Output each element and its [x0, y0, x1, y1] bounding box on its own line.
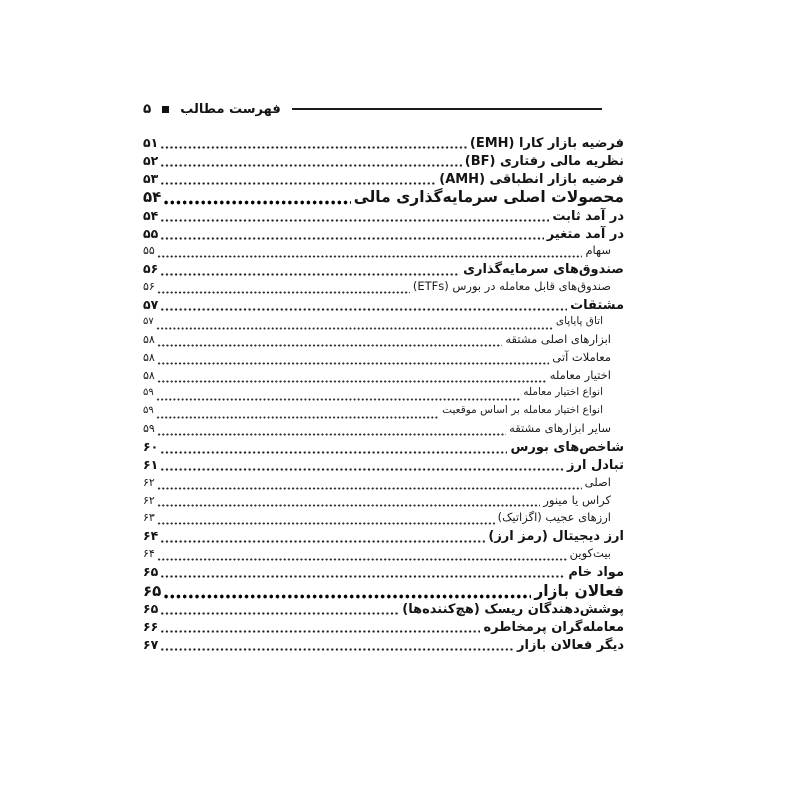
- toc-entry: [143, 439, 624, 457]
- toc-entry-title: نظریه مالی رفتاری (BF): [464, 153, 624, 169]
- header-rule: [292, 108, 602, 110]
- toc-entry-title: انواع اختیار معامله: [523, 385, 603, 398]
- toc-entry-page-number: ۵۶: [143, 280, 155, 294]
- dot-leader: [157, 291, 410, 294]
- toc-list: [143, 135, 624, 655]
- toc-entry: [143, 457, 624, 475]
- dot-leader: [160, 219, 549, 222]
- dot-leader: [160, 164, 462, 167]
- toc-entry-title: تبادل ارز: [567, 458, 624, 474]
- toc-entry-page-number: ۵۷: [143, 296, 159, 312]
- toc-entry: [143, 493, 624, 511]
- toc-entry-page-number: ۵۹: [143, 422, 155, 436]
- running-head-page-number: ۵: [143, 101, 152, 117]
- toc-entry: [143, 208, 624, 226]
- toc-entry: [143, 601, 624, 619]
- toc-entry-page-number: ۵۸: [143, 333, 155, 347]
- toc-entry-page-number: ۶۱: [143, 457, 159, 473]
- running-head-title: فهرست مطالب: [180, 101, 281, 117]
- toc-entry-title: صندوق‌های قابل معامله در بورس (ETFs): [412, 279, 611, 294]
- toc-entry-title: در آمد متغیر: [546, 226, 624, 242]
- toc-entry-page-number: ۶۴: [143, 528, 159, 544]
- toc-entry: [143, 421, 624, 439]
- dot-leader: [157, 362, 549, 365]
- toc-entry-page-number: ۶۶: [143, 618, 159, 634]
- dot-leader: [156, 416, 439, 419]
- toc-entry: [143, 135, 624, 153]
- dot-leader: [160, 146, 467, 149]
- toc-entry-page-number: ۵۵: [143, 225, 159, 241]
- toc-entry-title: انواع اختیار معامله بر اساس موقعیت: [442, 403, 603, 416]
- toc-entry-page-number: ۵۸: [143, 351, 155, 365]
- toc-entry-title: ابزارهای اصلی مشتقه: [505, 332, 611, 347]
- toc-entry: [143, 188, 624, 208]
- toc-entry-page-number: ۵۴: [143, 188, 162, 207]
- toc-entry-page-number: ۵۹: [143, 404, 154, 416]
- toc-entry-page-number: ۵۴: [143, 207, 159, 223]
- toc-entry-title: شاخص‌های بورس: [510, 440, 624, 456]
- dot-leader: [157, 433, 506, 436]
- toc-entry: [143, 510, 624, 528]
- toc-entry: [143, 546, 624, 564]
- toc-entry-title: صندوق‌های سرمایه‌گذاری: [463, 262, 624, 278]
- toc-entry-page-number: ۶۷: [143, 636, 159, 652]
- dot-leader: [160, 273, 460, 276]
- toc-entry: [143, 171, 624, 189]
- dot-leader: [160, 540, 485, 543]
- toc-content: [143, 100, 624, 655]
- toc-entry: [143, 475, 624, 493]
- dot-leader: [160, 308, 567, 311]
- running-head: [143, 100, 624, 118]
- toc-entry: [143, 279, 624, 297]
- toc-entry-title: مواد خام: [568, 564, 624, 580]
- toc-entry: [143, 404, 624, 422]
- dot-leader: [156, 327, 553, 330]
- toc-entry-title: اختیار معامله: [549, 368, 611, 383]
- toc-entry: [143, 350, 624, 368]
- toc-entry: [143, 564, 624, 582]
- toc-entry-page-number: ۶۵: [143, 601, 159, 617]
- toc-entry-title: بیت‌کوین: [569, 546, 611, 561]
- toc-entry-page-number: ۶۴: [143, 547, 155, 561]
- dot-leader: [160, 468, 564, 471]
- dot-leader: [157, 487, 582, 490]
- toc-entry: [143, 637, 624, 655]
- toc-entry-title: معاملات آتی: [552, 350, 611, 365]
- toc-entry-title: در آمد ثابت: [552, 208, 624, 224]
- toc-entry-title: کراس یا مینور: [543, 492, 611, 507]
- dot-leader: [157, 344, 503, 347]
- dot-leader: [157, 255, 583, 258]
- toc-entry-page-number: ۵۷: [143, 315, 154, 327]
- dot-leader: [157, 380, 547, 383]
- dot-leader: [160, 237, 543, 240]
- toc-entry-title: اتاق پایاپای: [555, 314, 603, 327]
- toc-entry-title: اصلی: [584, 474, 611, 489]
- square-bullet-icon: [162, 106, 169, 113]
- toc-entry-page-number: ۵۲: [143, 152, 159, 168]
- toc-entry-title: فعالان بازار: [534, 581, 624, 600]
- toc-entry-page-number: ۶۲: [143, 475, 155, 489]
- toc-entry: [143, 261, 624, 279]
- toc-entry-page-number: ۵۱: [143, 135, 159, 150]
- toc-entry-title: مشتقات: [570, 297, 624, 313]
- toc-entry: [143, 315, 624, 333]
- toc-entry-page-number: ۵۳: [143, 170, 159, 186]
- toc-entry: [143, 243, 624, 261]
- dot-leader: [157, 558, 567, 561]
- toc-entry-title: دیگر فعالان بازار: [517, 637, 624, 653]
- dot-leader: [163, 594, 531, 599]
- toc-entry: [143, 528, 624, 546]
- toc-entry-page-number: ۶۰: [143, 439, 159, 455]
- toc-entry-page-number: ۵۶: [143, 261, 159, 277]
- toc-entry-title: فرضیه بازار کارا (EMH): [469, 136, 624, 151]
- dot-leader: [160, 630, 480, 633]
- dot-leader: [157, 504, 541, 507]
- toc-entry-page-number: ۶۵: [143, 563, 159, 579]
- dot-leader: [160, 182, 436, 185]
- toc-entry-page-number: ۶۵: [143, 581, 162, 600]
- dot-leader: [160, 648, 514, 651]
- toc-entry-title: معامله‌گران پرمخاطره: [483, 619, 624, 635]
- toc-entry-page-number: ۵۹: [143, 386, 154, 398]
- toc-entry: [143, 386, 624, 404]
- toc-entry-title: سایر ابزارهای مشتقه: [509, 421, 611, 436]
- toc-entry-title: سهام: [585, 243, 611, 258]
- toc-entry: [143, 153, 624, 171]
- toc-entry-page-number: ۶۲: [143, 493, 155, 507]
- toc-entry: [143, 619, 624, 637]
- dot-leader: [156, 398, 520, 401]
- dot-leader: [163, 200, 350, 205]
- toc-entry: [143, 332, 624, 350]
- toc-entry-title: ارز دیجیتال (رمز ارز): [488, 529, 624, 545]
- toc-entry-title: ارزهای عجیب (اگزاتیک): [497, 510, 611, 525]
- toc-entry: [143, 297, 624, 315]
- toc-entry-page-number: ۵۸: [143, 369, 155, 383]
- toc-entry-title: محصولات اصلی سرمایه‌گذاری مالی: [353, 188, 624, 207]
- toc-entry: [143, 582, 624, 602]
- dot-leader: [160, 612, 399, 615]
- toc-entry-title: پوشش‌دهندگان ریسک (هچ‌کننده‌ها): [402, 602, 624, 618]
- dot-leader: [160, 451, 507, 454]
- toc-entry-page-number: ۶۳: [143, 511, 155, 525]
- dot-leader: [160, 575, 565, 578]
- dot-leader: [157, 522, 495, 525]
- toc-entry-title: فرضیه بازار انطباقی (AMH): [439, 171, 624, 187]
- toc-entry-page-number: ۵۵: [143, 244, 155, 258]
- toc-entry: [143, 368, 624, 386]
- toc-entry: [143, 226, 624, 244]
